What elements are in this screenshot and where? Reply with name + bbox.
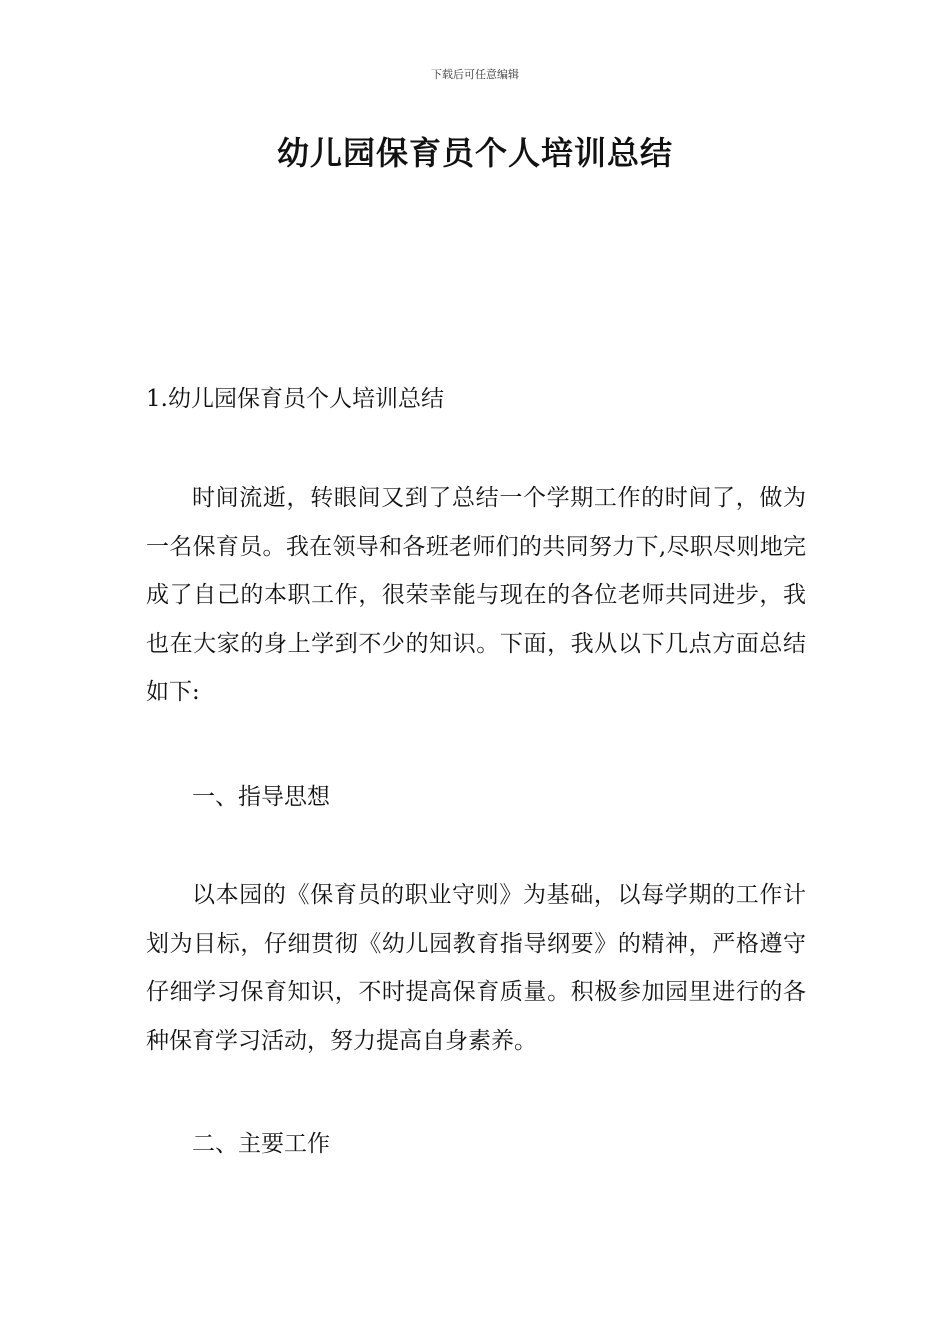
header-note: 下载后可任意编辑: [431, 68, 519, 81]
section-heading: 1.幼儿园保育员个人培训总结: [146, 386, 444, 412]
document-title: 幼儿园保育员个人培训总结: [276, 134, 673, 172]
guiding-paragraph: 以本园的《保育员的职业守则》为基础，以每学期的工作计划为目标，仔细贯彻《幼儿园教育指导纲要》的精神，严格遵守仔细学习保育知识，不时提高保育质量。积极参加园里进行的各种保育学习活动，努力提高自身素养。: [146, 882, 806, 1054]
heading-guiding-thought: 一、指导思想: [192, 784, 330, 810]
heading-main-work: 二、主要工作: [192, 1131, 330, 1157]
intro-paragraph: 时间流逝，转眼间又到了总结一个学期工作的时间了，做为一名保育员。我在领导和各班老师们的共同努力下,尽职尽则地完成了自己的本职工作，很荣幸能与现在的各位老师共同进步，我也在大家的身上学到不少的知识。下面，我从以下几点方面总结如下:: [146, 485, 806, 705]
